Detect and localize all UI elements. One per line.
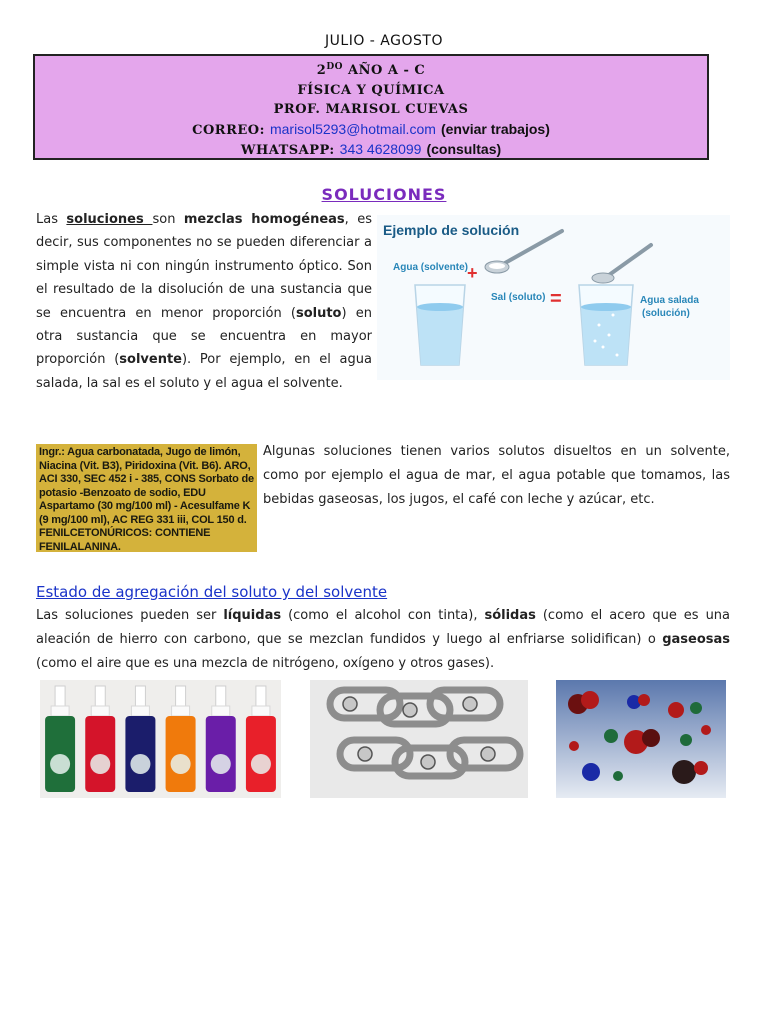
aggregation-subtitle: Estado de agregación del soluto y del solvente [36,583,388,601]
section-title: SOLUCIONES [321,185,447,204]
ingredients-label-photo: Ingr.: Agua carbonatada, Jugo de limón, Niacina (Vit. B3), Piridoxina (Vit. B6). ARO, ACI 330, SEC 452 i - 385, CONS Sorbato de potasio -Benzoato de sodio, EDU Aspartamo (30 mg/100 ml) - Acesulfame K (9 mg/100 ml), AC REG 331 iii, COL 150 d. FENILCETONÚRICOS: CONTIENE FENILALANINA. [36,444,257,552]
multiple-solutes-paragraph: Algunas soluciones tienen varios solutos disueltos en un solvente, como por ejemplo el agua de mar, el agua potable que tomamos, las bebidas gaseosas, los jugos, el café con leche y azúcar, etc. [263,444,730,507]
course-header [33,54,709,160]
result-label-1: Agua salada [640,295,699,306]
result-label-2: (solución) [642,308,690,319]
colored-alcohol-bottles-photo [40,680,281,798]
email-link[interactable]: marisol5293@hotmail.com [269,120,436,137]
course-grade: $2^{DO}$ AÑO A - C [316,62,426,78]
solution-example-figure [377,215,730,380]
course-teacher: PROF. MARISOL CUEVAS [273,102,469,117]
phone-line: WHATSAPP: 343 4628099 (consultas) [240,141,502,158]
aggregation-paragraph: Las soluciones pueden ser líquidas (como el alcohol con tinta), sólidas (como el acero que es una aleación de hierro con carbono, que se mezclan fundidos y luego al enfriarse solidifican) o gaseosas (como el aire que es una mezcla de nitrógeno, oxígeno y otros gases). [36,608,731,671]
figure-title: Ejemplo de solución [383,222,520,238]
course-subject: FÍSICA Y QUÍMICA [297,82,445,98]
water-glass [415,285,465,365]
water-label: Agua (solvente) [393,262,469,273]
phone-link[interactable]: 343 4628099 [339,141,422,157]
intro-paragraph: Las soluciones son mezclas homogéneas, es decir, sus componentes no se pueden diferenciar a simple vista ni con ningún instrumento óptico. Son el resultado de la disolución de una sustancia que se encuentra en menor proporción (soluto) en otra sustancia que se encuentra en mayor proporción (solvente). Por ejemplo, en el agua salada, la sal es el soluto y el agua el solvente. [36,212,372,391]
steel-chain-photo [310,680,528,798]
plus-sign: + [467,263,478,283]
gas-molecules-photo [556,680,726,798]
date-heading: JULIO - AGOSTO [325,33,443,49]
salt-label: Sal (soluto) [491,292,546,303]
equals-sign: = [550,288,562,310]
email-line: CORREO: marisol5293@hotmail.com (enviar trabajos) [192,120,550,138]
